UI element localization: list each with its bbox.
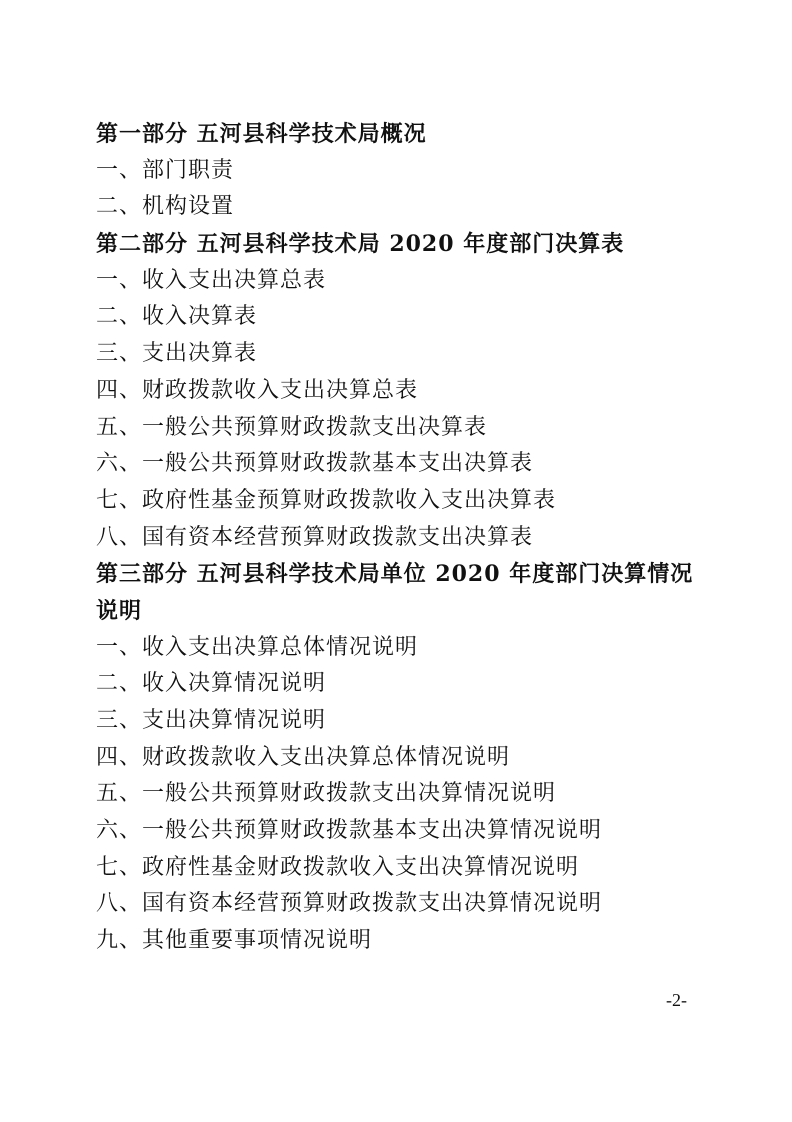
list-item: 四、财政拨款收入支出决算总体情况说明 xyxy=(96,744,511,770)
list-item: 一、收入支出决算总表 xyxy=(96,267,327,293)
list-item: 六、一般公共预算财政拨款基本支出决算情况说明 xyxy=(96,818,603,844)
list-item: 七、政府性基金预算财政拨款收入支出决算表 xyxy=(96,487,557,513)
part3-heading: 第三部分 五河县科学技术局单位 2020 年度部门决算情况说明 xyxy=(96,561,694,624)
list-item: 二、收入决算表 xyxy=(96,304,258,330)
list-item: 二、收入决算情况说明 xyxy=(96,671,327,697)
list-item: 八、国有资本经营预算财政拨款支出决算情况说明 xyxy=(96,891,603,917)
list-item: 九、其他重要事项情况说明 xyxy=(96,928,373,954)
table-of-contents xyxy=(96,116,706,960)
list-item: 七、政府性基金财政拨款收入支出决算情况说明 xyxy=(96,854,580,880)
list-item: 一、部门职责 xyxy=(96,157,235,183)
list-item: 八、国有资本经营预算财政拨款支出决算表 xyxy=(96,524,534,550)
list-item: 六、一般公共预算财政拨款基本支出决算表 xyxy=(96,451,534,477)
list-item: 五、一般公共预算财政拨款支出决算表 xyxy=(96,414,488,440)
list-item: 五、一般公共预算财政拨款支出决算情况说明 xyxy=(96,781,557,807)
list-item: 二、机构设置 xyxy=(96,194,235,220)
list-item: 三、支出决算情况说明 xyxy=(96,708,327,734)
list-item: 一、收入支出决算总体情况说明 xyxy=(96,634,419,660)
list-item: 三、支出决算表 xyxy=(96,341,258,367)
part1-heading: 第一部分 五河县科学技术局概况 xyxy=(96,121,427,147)
list-item: 四、财政拨款收入支出决算总表 xyxy=(96,377,419,403)
part2-heading: 第二部分 五河县科学技术局 2020 年度部门决算表 xyxy=(96,231,625,258)
page-number: -2- xyxy=(666,990,687,1010)
